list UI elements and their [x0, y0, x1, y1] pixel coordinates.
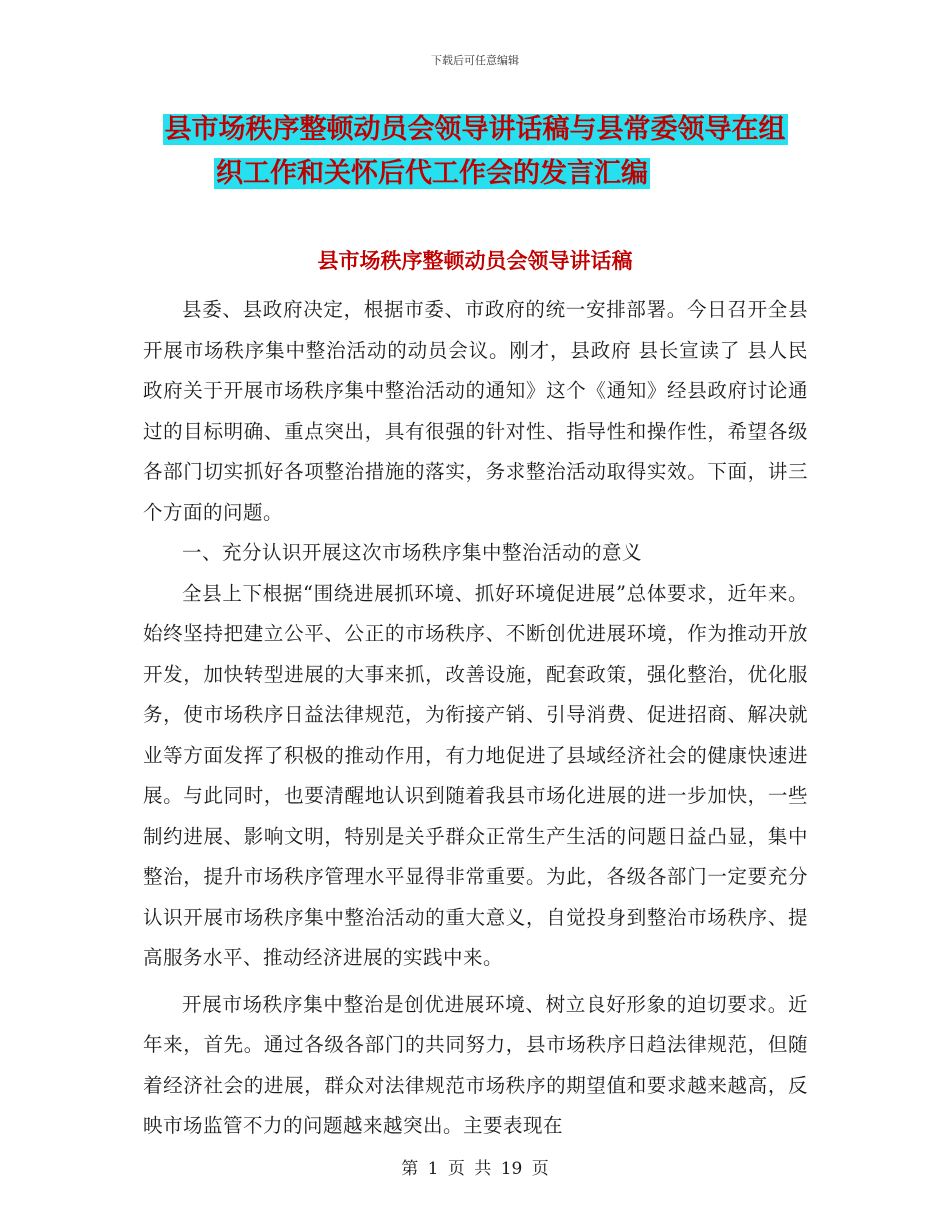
body-text	[143, 290, 808, 1147]
header-note: 下载后可任意编辑	[431, 54, 519, 67]
paragraph-2: 全县上下根据“围绕进展抓环境、抓好环境促进展”总体要求，近年来。始终坚持把建立公平、公正的市场秩序、不断创优进展环境，作为推动开放开发，加快转型进展的大事来抓，改善设施，配套政策，强化整治，优化服务，使市场秩序日益法律规范，为衔接产销、引导消费、促进招商、解决就业等方面发挥了积极的推动作用，有力地促进了县域经济社会的健康快速进展。与此同时，也要清醒地认识到随着我县市场化进展的进一步加快，一些制约进展、影响文明，特别是关乎群众正常生产生活的问题日益凸显，集中整治，提升市场秩序管理水平显得非常重要。为此，各级各部门一定要充分认识开展市场秩序集中整治活动的重大意义，自觉投身到整治市场秩序、提高服务水平、推动经济进展的实践中来。	[143, 581, 808, 969]
document-title-line-2	[0, 156, 907, 192]
paragraph-1: 县委、县政府决定，根据市委、市政府的统一安排部署。今日召开全县开展市场秩序集中整治活动的动员会议。刚才，县政府 县长宣读了 县人民政府关于开展市场秩序集中整治活动的通知》这个《通知》经县政府讨论通过的目标明确、重点突出，具有很强的针对性、指导性和操作性，希望各级各部门切实抓好各项整治措施的落实，务求整治活动取得实效。下面，讲三个方面的问题。	[143, 298, 808, 524]
paragraph-3: 开展市场秩序集中整治是创优进展环境、树立良好形象的迫切要求。近年来，首先。通过各级各部门的共同努力，县市场秩序日趋法律规范，但随着经济社会的进展，群众对法律规范市场秩序的期望值和要求越来越高，反映市场监管不力的问题越来越突出。主要表现在	[143, 992, 808, 1137]
document-title-text-2: 织工作和关怀后代工作会的发言汇编	[216, 158, 648, 189]
page-number-footer: 第 1 页 共 19 页	[401, 1159, 549, 1179]
paragraph-heading-1: 一、充分认识开展这次市场秩序集中整治活动的意义	[182, 541, 643, 564]
document-title-text-1: 县市场秩序整顿动员会领导讲话稿与县常委领导在组	[164, 114, 786, 145]
section-title: 县市场秩序整顿动员会领导讲话稿	[317, 249, 633, 273]
document-title-line-1	[0, 112, 950, 148]
